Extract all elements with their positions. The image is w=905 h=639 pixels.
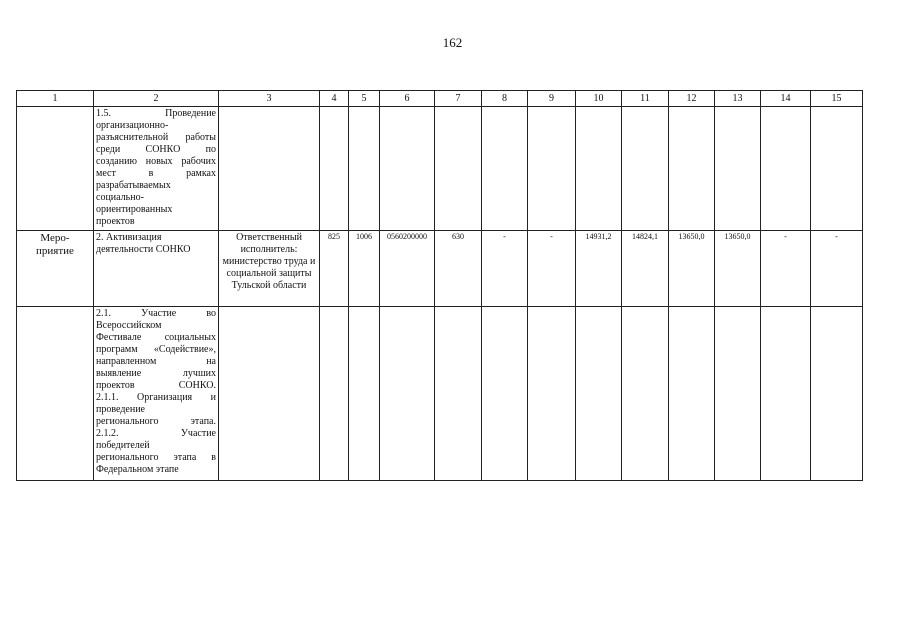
- description-line: 2.1. Участие во: [96, 308, 216, 319]
- description-line: регионального этапа в: [96, 452, 216, 463]
- cell-c8: [482, 307, 528, 481]
- column-header: 4: [320, 91, 349, 107]
- cell-c15: [811, 307, 863, 481]
- cell-c6: [380, 307, 435, 481]
- column-header: 9: [528, 91, 576, 107]
- description-line: 2.1.2. Участие: [96, 428, 216, 439]
- cell-c5: 1006: [349, 231, 380, 307]
- description-line: организационно-: [96, 120, 169, 131]
- program-table: [16, 90, 863, 481]
- row-description: [94, 107, 219, 231]
- table-row: [17, 107, 863, 231]
- cell-c5: [349, 307, 380, 481]
- cell-c4: [320, 307, 349, 481]
- row-type-cell: [17, 107, 94, 231]
- column-header: 14: [761, 91, 811, 107]
- column-header: 8: [482, 91, 528, 107]
- row-executor: [219, 307, 320, 481]
- cell-c10: 14931,2: [576, 231, 622, 307]
- description-line: программ «Содействие»,: [96, 344, 216, 355]
- cell-c7: 630: [435, 231, 482, 307]
- column-header: 13: [715, 91, 761, 107]
- cell-c5: [349, 107, 380, 231]
- cell-c9: [528, 107, 576, 231]
- row-type-line: Меро-: [40, 232, 70, 244]
- cell-c4: 825: [320, 231, 349, 307]
- cell-c9: -: [528, 231, 576, 307]
- cell-c13: 13650,0: [715, 231, 761, 307]
- table-header-row: [17, 91, 863, 107]
- row-description: [94, 307, 219, 481]
- cell-c9: [528, 307, 576, 481]
- cell-c10: [576, 107, 622, 231]
- description-line: Фестивале социальных: [96, 332, 216, 343]
- description-line: выявление лучших: [96, 368, 216, 379]
- description-line: деятельности СОНКО: [96, 244, 191, 255]
- description-line: Всероссийском: [96, 320, 162, 331]
- column-header: 12: [669, 91, 715, 107]
- cell-c15: [811, 107, 863, 231]
- row-type-cell: [17, 307, 94, 481]
- cell-c8: -: [482, 231, 528, 307]
- description-line: 2.1.1. Организация и: [96, 392, 216, 403]
- column-header: 6: [380, 91, 435, 107]
- cell-c14: [761, 107, 811, 231]
- description-line: ориентированных: [96, 204, 173, 215]
- description-line: проектов СОНКО.: [96, 380, 216, 391]
- description-line: разрабатываемых: [96, 180, 171, 191]
- cell-c15: -: [811, 231, 863, 307]
- column-header: 2: [94, 91, 219, 107]
- cell-c13: [715, 307, 761, 481]
- cell-c13: [715, 107, 761, 231]
- table-row: [17, 307, 863, 481]
- cell-c11: 14824,1: [622, 231, 669, 307]
- column-header: 7: [435, 91, 482, 107]
- cell-c14: -: [761, 231, 811, 307]
- description-line: 2. Активизация: [96, 232, 162, 243]
- row-executor: [219, 107, 320, 231]
- cell-c12: [669, 307, 715, 481]
- cell-c12: [669, 107, 715, 231]
- cell-c11: [622, 107, 669, 231]
- column-header: 10: [576, 91, 622, 107]
- description-line: 1.5. Проведение: [96, 108, 216, 119]
- description-line: направленном на: [96, 356, 216, 367]
- cell-c4: [320, 107, 349, 231]
- description-line: мест в рамках: [96, 168, 216, 179]
- cell-c12: 13650,0: [669, 231, 715, 307]
- description-line: созданию новых рабочих: [96, 156, 216, 167]
- page-number: 162: [442, 35, 463, 50]
- table-row: [17, 231, 863, 307]
- row-type-line: приятие: [36, 245, 74, 258]
- description-line: социально-: [96, 192, 144, 203]
- cell-c6: [380, 107, 435, 231]
- cell-c11: [622, 307, 669, 481]
- column-header: 15: [811, 91, 863, 107]
- column-header: 5: [349, 91, 380, 107]
- description-line: регионального этапа.: [96, 416, 216, 427]
- column-header: 1: [17, 91, 94, 107]
- description-line: Федеральном этапе: [96, 464, 179, 475]
- cell-c6: 0560200000: [380, 231, 435, 307]
- description-line: проектов: [96, 216, 135, 227]
- cell-c8: [482, 107, 528, 231]
- cell-c10: [576, 307, 622, 481]
- column-header: 3: [219, 91, 320, 107]
- cell-c7: [435, 107, 482, 231]
- cell-c14: [761, 307, 811, 481]
- cell-c7: [435, 307, 482, 481]
- row-executor: Ответственный исполнитель: министерство труда и социальной защиты Тульской области: [219, 231, 320, 307]
- column-header: 11: [622, 91, 669, 107]
- description-line: проведение: [96, 404, 145, 415]
- description-line: среди СОНКО по: [96, 144, 216, 155]
- description-line: разъяснительной работы: [96, 132, 216, 143]
- description-line: победителей: [96, 440, 150, 451]
- row-description: [94, 231, 219, 307]
- row-type-cell: [17, 231, 94, 307]
